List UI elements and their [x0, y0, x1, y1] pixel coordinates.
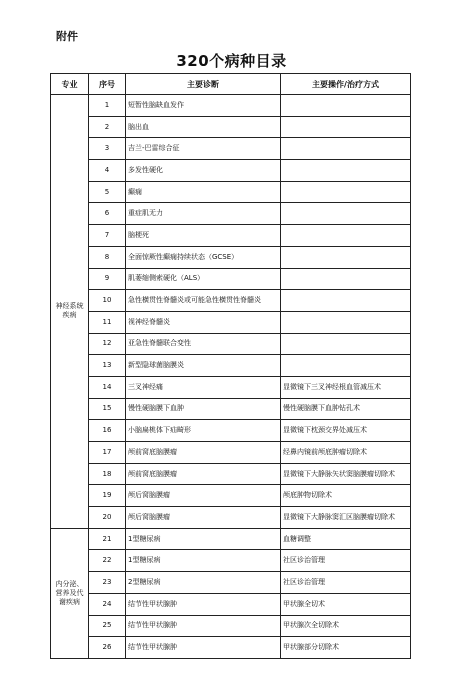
diagnosis-cell: 颅后窝脑膜瘤: [126, 507, 281, 529]
number-cell: 12: [89, 333, 126, 355]
number-cell: 13: [89, 355, 126, 377]
table-row: [51, 485, 411, 507]
number-cell: 18: [89, 463, 126, 485]
page-title: 320个病种目录: [176, 52, 287, 70]
operation-cell: [281, 225, 411, 247]
table-body: [51, 95, 411, 659]
table-row: [51, 550, 411, 572]
column-header-specialty: 专业: [51, 74, 89, 95]
number-cell: 4: [89, 160, 126, 182]
diagnosis-cell: 1型糖尿病: [126, 528, 281, 550]
table-row: [51, 116, 411, 138]
number-cell: 22: [89, 550, 126, 572]
number-cell: 25: [89, 615, 126, 637]
operation-cell: 甲状腺全切术: [281, 593, 411, 615]
table-row: [51, 593, 411, 615]
diagnosis-cell: 小脑扁桃体下疝畸形: [126, 420, 281, 442]
table-row: [51, 528, 411, 550]
diagnosis-cell: 结节性甲状腺肿: [126, 637, 281, 659]
table-row: [51, 268, 411, 290]
operation-cell: [281, 333, 411, 355]
table-row: [51, 615, 411, 637]
operation-cell: [281, 95, 411, 117]
number-cell: 16: [89, 420, 126, 442]
table-row: [51, 225, 411, 247]
diagnosis-cell: 1型糖尿病: [126, 550, 281, 572]
diagnosis-cell: 颅后窝脑膜瘤: [126, 485, 281, 507]
number-cell: 11: [89, 311, 126, 333]
specialty-cell: 内分泌、营养及代谢疾病: [51, 528, 89, 658]
diagnosis-cell: 颅前窝底脑膜瘤: [126, 463, 281, 485]
number-cell: 14: [89, 376, 126, 398]
operation-cell: [281, 160, 411, 182]
operation-cell: 颅底肿物切除术: [281, 485, 411, 507]
operation-cell: 显微镜下大静脉窦汇区脑膜瘤切除术: [281, 507, 411, 529]
number-cell: 3: [89, 138, 126, 160]
operation-cell: 经鼻内镜前颅底肿瘤切除术: [281, 442, 411, 464]
number-cell: 19: [89, 485, 126, 507]
operation-cell: 血糖调整: [281, 528, 411, 550]
operation-cell: [281, 311, 411, 333]
operation-cell: 社区诊治管理: [281, 572, 411, 594]
operation-cell: 显微镜下三叉神经根血管减压术: [281, 376, 411, 398]
table-row: [51, 203, 411, 225]
specialty-cell: 神经系统疾病: [51, 95, 89, 529]
table-row: [51, 398, 411, 420]
diagnosis-cell: 结节性甲状腺肿: [126, 615, 281, 637]
number-cell: 26: [89, 637, 126, 659]
operation-cell: [281, 246, 411, 268]
number-cell: 5: [89, 181, 126, 203]
table-row: [51, 637, 411, 659]
table-row: [51, 290, 411, 312]
table-row: [51, 463, 411, 485]
number-cell: 2: [89, 116, 126, 138]
number-cell: 10: [89, 290, 126, 312]
table-row: [51, 246, 411, 268]
diagnosis-cell: 肌萎缩侧索硬化（ALS）: [126, 268, 281, 290]
diagnosis-cell: 短暂性脑缺血发作: [126, 95, 281, 117]
diagnosis-cell: 脑出血: [126, 116, 281, 138]
operation-cell: [281, 203, 411, 225]
operation-cell: 显微镜下大静脉矢状窦脑膜瘤切除术: [281, 463, 411, 485]
table-row: [51, 507, 411, 529]
number-cell: 15: [89, 398, 126, 420]
number-cell: 9: [89, 268, 126, 290]
table-row: [51, 572, 411, 594]
table-row: [51, 138, 411, 160]
diagnosis-cell: 全面惊厥性癫痫持续状态（GCSE）: [126, 246, 281, 268]
diagnosis-cell: 慢性硬脑膜下血肿: [126, 398, 281, 420]
diagnosis-cell: 癫痫: [126, 181, 281, 203]
diagnosis-cell: 多发性硬化: [126, 160, 281, 182]
operation-cell: [281, 268, 411, 290]
diagnosis-cell: 视神经脊髓炎: [126, 311, 281, 333]
column-header-operation: 主要操作/治疗方式: [281, 74, 411, 95]
attachment-label: 附件: [56, 30, 78, 43]
disease-catalog-table: [50, 73, 411, 659]
number-cell: 17: [89, 442, 126, 464]
operation-cell: [281, 138, 411, 160]
number-cell: 7: [89, 225, 126, 247]
number-cell: 20: [89, 507, 126, 529]
number-cell: 23: [89, 572, 126, 594]
diagnosis-cell: 亚急性脊髓联合变性: [126, 333, 281, 355]
table-row: [51, 160, 411, 182]
diagnosis-cell: 新型隐球菌脑膜炎: [126, 355, 281, 377]
table-row: [51, 376, 411, 398]
diagnosis-cell: 吉兰-巴雷综合征: [126, 138, 281, 160]
operation-cell: 慢性硬脑膜下血肿钻孔术: [281, 398, 411, 420]
table-row: [51, 181, 411, 203]
number-cell: 8: [89, 246, 126, 268]
operation-cell: [281, 355, 411, 377]
operation-cell: 甲状腺次全切除术: [281, 615, 411, 637]
number-cell: 21: [89, 528, 126, 550]
diagnosis-cell: 三叉神经痛: [126, 376, 281, 398]
table-row: [51, 355, 411, 377]
diagnosis-cell: 脑梗死: [126, 225, 281, 247]
diagnosis-cell: 结节性甲状腺肿: [126, 593, 281, 615]
column-header-diagnosis: 主要诊断: [126, 74, 281, 95]
diagnosis-cell: 2型糖尿病: [126, 572, 281, 594]
operation-cell: [281, 181, 411, 203]
operation-cell: 社区诊治管理: [281, 550, 411, 572]
column-header-number: 序号: [89, 74, 126, 95]
table-row: [51, 311, 411, 333]
operation-cell: 甲状腺部分切除术: [281, 637, 411, 659]
operation-cell: [281, 116, 411, 138]
diagnosis-cell: 急性横贯性脊髓炎或可能急性横贯性脊髓炎: [126, 290, 281, 312]
table-header-row: [51, 74, 411, 95]
diagnosis-cell: 重症肌无力: [126, 203, 281, 225]
table-row: [51, 95, 411, 117]
table-row: [51, 333, 411, 355]
diagnosis-cell: 颅前窝底脑膜瘤: [126, 442, 281, 464]
operation-cell: 显微镜下枕颈交界处减压术: [281, 420, 411, 442]
table-row: [51, 420, 411, 442]
table-row: [51, 442, 411, 464]
number-cell: 1: [89, 95, 126, 117]
number-cell: 24: [89, 593, 126, 615]
number-cell: 6: [89, 203, 126, 225]
operation-cell: [281, 290, 411, 312]
